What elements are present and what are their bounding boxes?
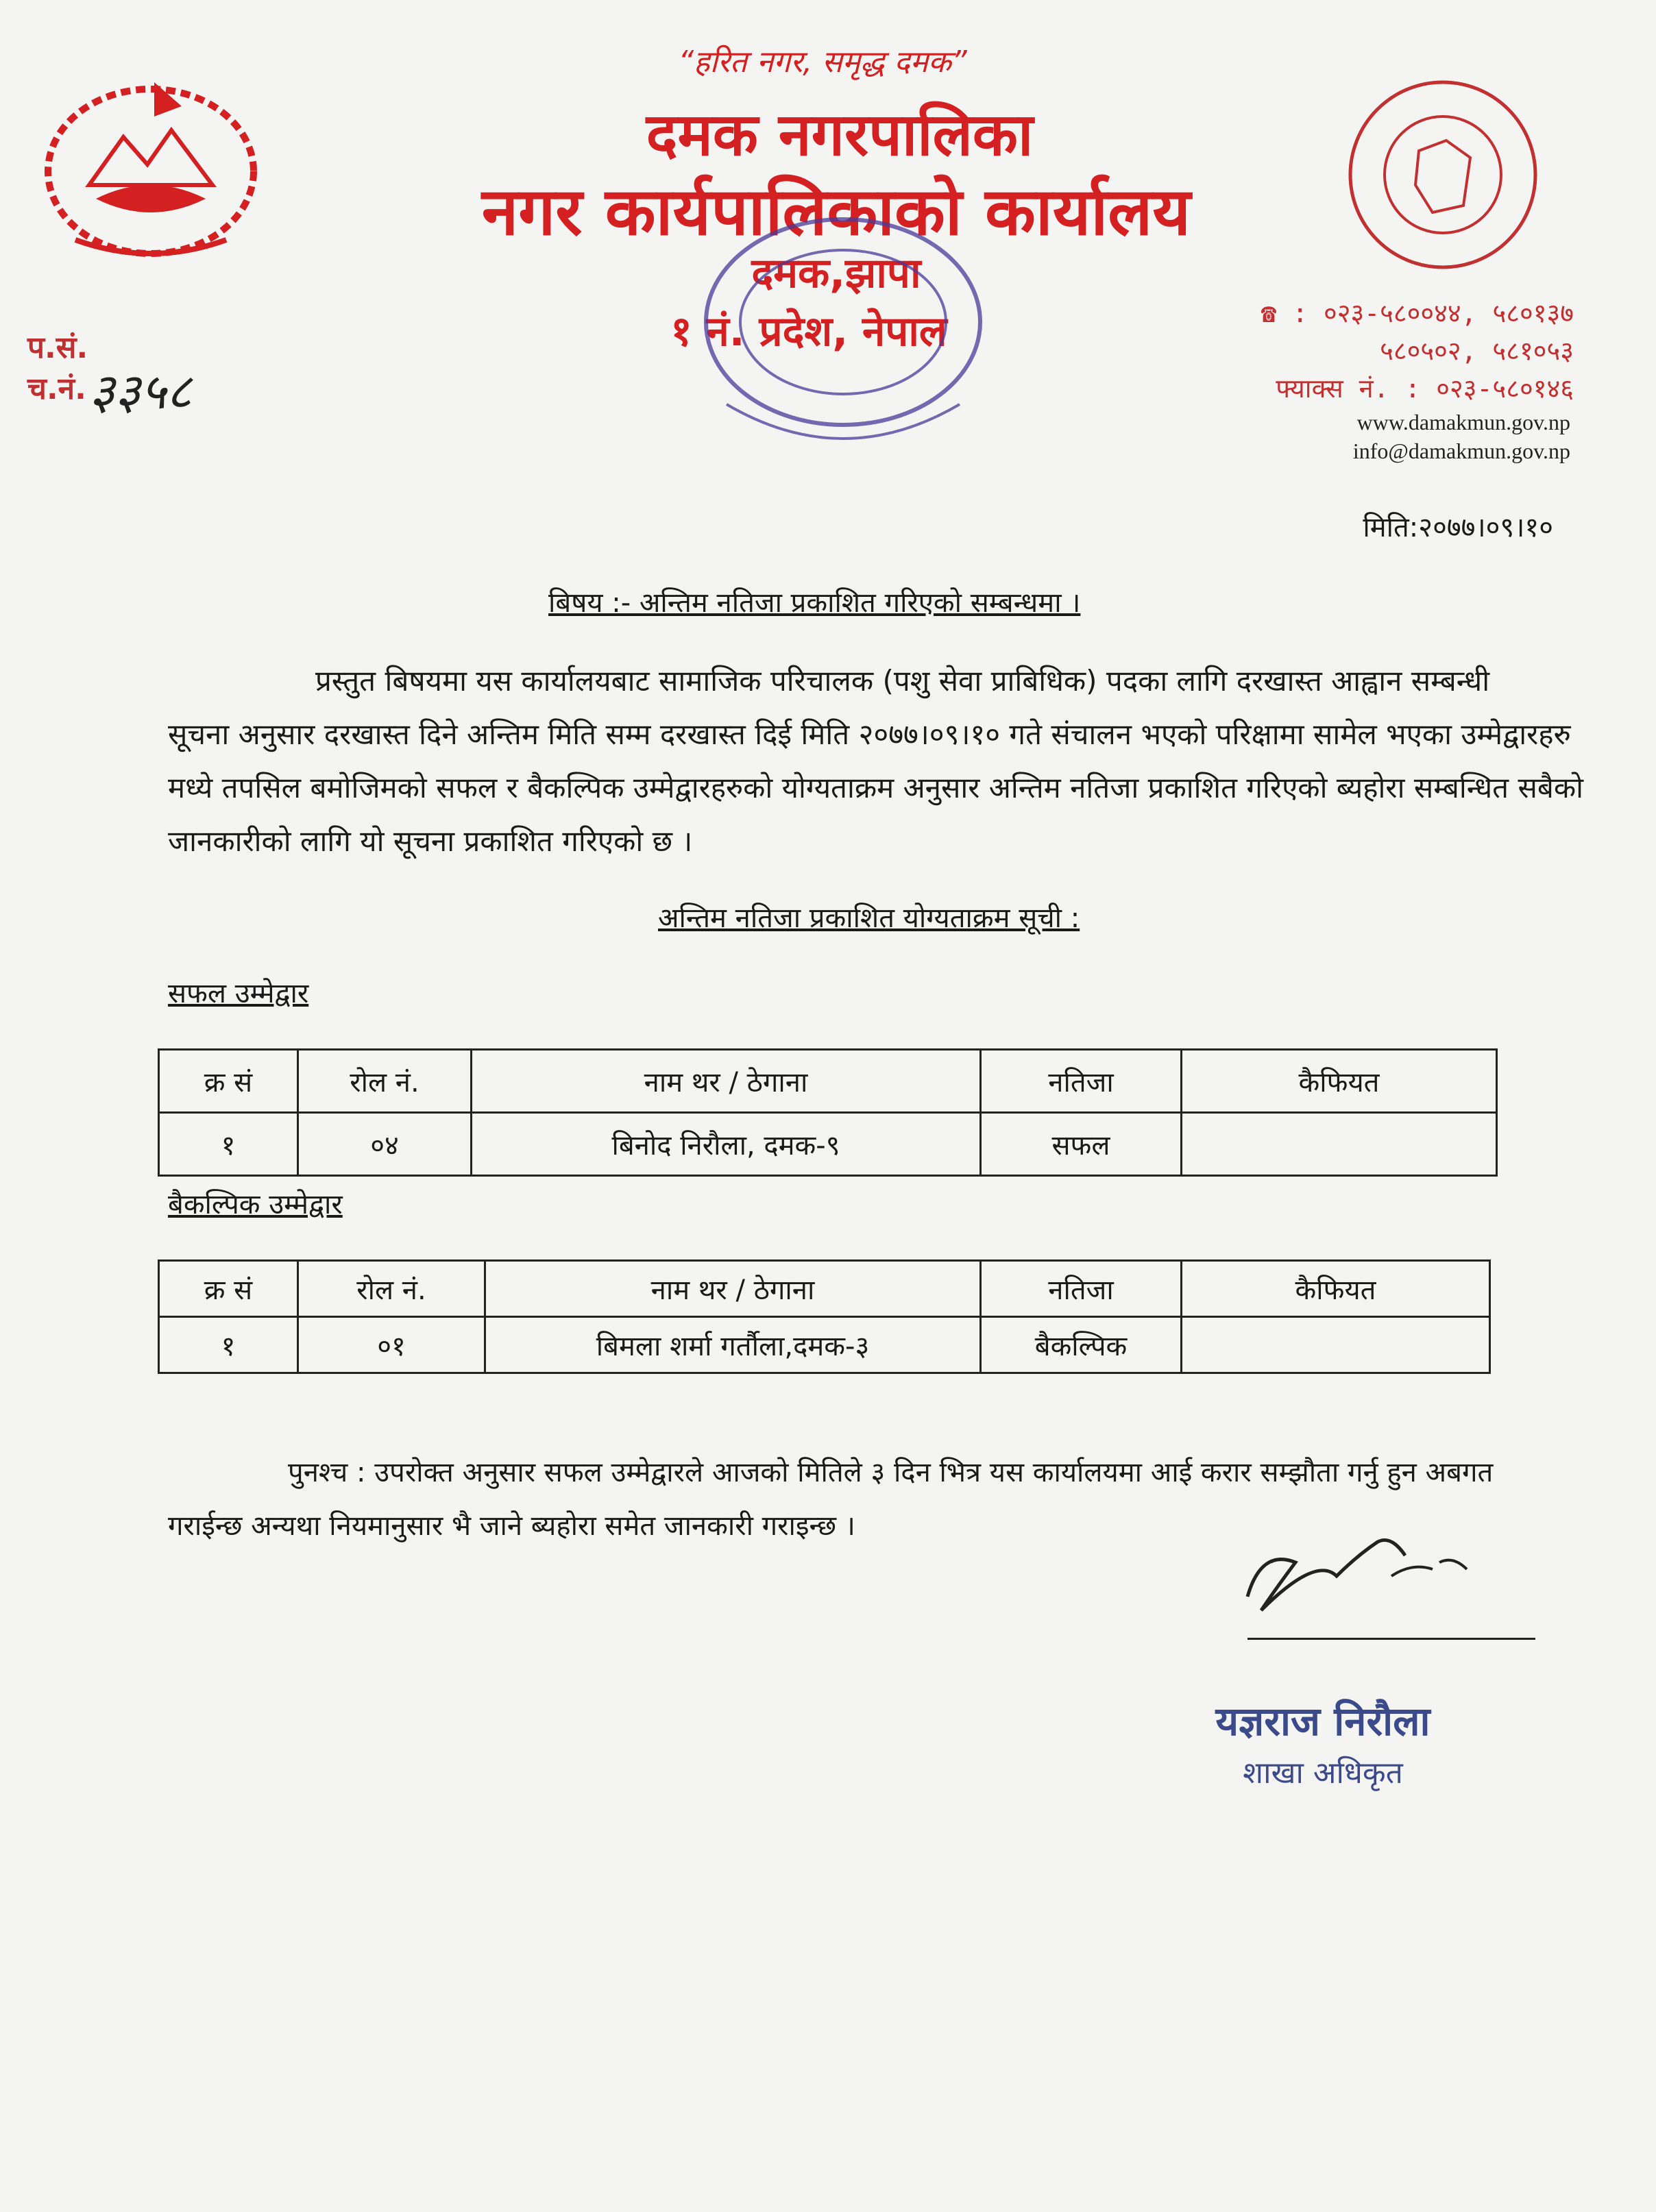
table-row	[159, 1317, 1490, 1373]
cn-value: ३३५८	[89, 362, 192, 420]
successful-title: सफल उम्मेद्वार	[168, 978, 309, 1009]
website: www.damakmun.gov.np	[1356, 410, 1570, 434]
alternate-table	[158, 1259, 1491, 1374]
col-result: नतिजा	[981, 1050, 1182, 1113]
cell-result: बैकल्पिक	[981, 1317, 1182, 1373]
body-line-1: प्रस्तुत बिषयमा यस कार्यालयबाट सामाजिक परिचालक (पशु सेवा प्राबिधिक) पदका लागि दरखास्त आह्वान सम्बन्धी	[315, 664, 1490, 698]
cell-sn: १	[159, 1317, 298, 1373]
col-roll: रोल नं.	[298, 1050, 472, 1113]
cn-label: च.नं.	[27, 371, 86, 406]
col-remarks: कैफियत	[1182, 1261, 1490, 1317]
location: दमक,झापा	[751, 249, 921, 297]
body-line-2: सूचना अनुसार दरखास्त दिने अन्तिम मिति सम्म दरखास्त दिई मिति २०७७।०९।१० गते संचालन भएको परिक्षामा सामेल भएका उम्मेद्वारहरु	[168, 717, 1571, 751]
slogan: “हरित नगर, समृद्ध दमक”	[678, 45, 967, 79]
signature-line	[1247, 1638, 1535, 1640]
signatory-name: यज्ञराज निरौला	[1215, 1698, 1430, 1745]
cell-roll: ०१	[298, 1317, 485, 1373]
table-row	[159, 1113, 1497, 1176]
ps-label: प.सं.	[27, 330, 88, 365]
fax-line: फ्याक्स नं. : ०२३-५८०१४६	[1276, 373, 1574, 404]
municipality-seal	[1343, 75, 1542, 274]
cell-sn: १	[159, 1113, 298, 1176]
col-sn: क्र सं	[159, 1261, 298, 1317]
subject: बिषय :- अन्तिम नतिजा प्रकाशित गरिएको सम्बन्धमा ।	[548, 587, 1081, 619]
phone-line-2: ५८०५०२, ५८१०५३	[1380, 336, 1574, 366]
org-name: दमक नगरपालिका	[646, 101, 1034, 169]
nepal-emblem-logo	[34, 69, 267, 267]
letter-date: मिति:२०७७।०९।१०	[1363, 512, 1553, 543]
col-name: नाम थर / ठेगाना	[485, 1261, 981, 1317]
successful-table	[158, 1048, 1498, 1177]
cell-name: बिमला शर्मा गर्तौला,दमक-३	[485, 1317, 981, 1373]
body-line-3: मध्ये तपसिल बमोजिमको सफल र बैकल्पिक उम्मेद्वारहरुको योग्यताक्रम अनुसार अन्तिम नतिजा प्रकाशित गरिएको ब्यहोरा सम्बन्धित सबैको	[168, 771, 1583, 804]
signatory-title: शाखा अधिकृत	[1243, 1756, 1403, 1791]
email: info@damakmun.gov.np	[1352, 439, 1570, 463]
alternate-title: बैकल्पिक उम्मेद्वार	[168, 1189, 343, 1220]
postscript-line-2: गराईन्छ अन्यथा नियमानुसार भै जाने ब्यहोरा समेत जानकारी गराइन्छ ।	[168, 1510, 855, 1542]
body-line-4: जानकारीको लागि यो सूचना प्रकाशित गरिएको छ ।	[168, 824, 693, 858]
col-sn: क्र सं	[159, 1050, 298, 1113]
cell-remarks	[1182, 1317, 1490, 1373]
office-name: नगर कार्यपालिकाको कार्यालय	[481, 173, 1191, 250]
list-heading: अन्तिम नतिजा प्रकाशित योग्यताक्रम सूची :	[658, 902, 1080, 934]
postscript-line-1: पुनश्च : उपरोक्त अनुसार सफल उम्मेद्वारले आजको मितिले ३ दिन भित्र यस कार्यालयमा आई करार सम्झौता गर्नु हुन अबगत	[288, 1457, 1494, 1488]
col-remarks: कैफियत	[1182, 1050, 1497, 1113]
handwritten-signature	[1234, 1514, 1481, 1631]
phone-line-1: ☎ : ०२३-५८००४४, ५८०१३७	[1261, 298, 1574, 328]
province: १ नं. प्रदेश, नेपाल	[670, 308, 947, 356]
col-result: नतिजा	[981, 1261, 1182, 1317]
col-roll: रोल नं.	[298, 1261, 485, 1317]
cell-roll: ०४	[298, 1113, 472, 1176]
col-name: नाम थर / ठेगाना	[472, 1050, 981, 1113]
cell-remarks	[1182, 1113, 1497, 1176]
office-stamp	[685, 199, 1001, 473]
cell-result: सफल	[981, 1113, 1182, 1176]
cell-name: बिनोद निरौला, दमक-९	[472, 1113, 981, 1176]
